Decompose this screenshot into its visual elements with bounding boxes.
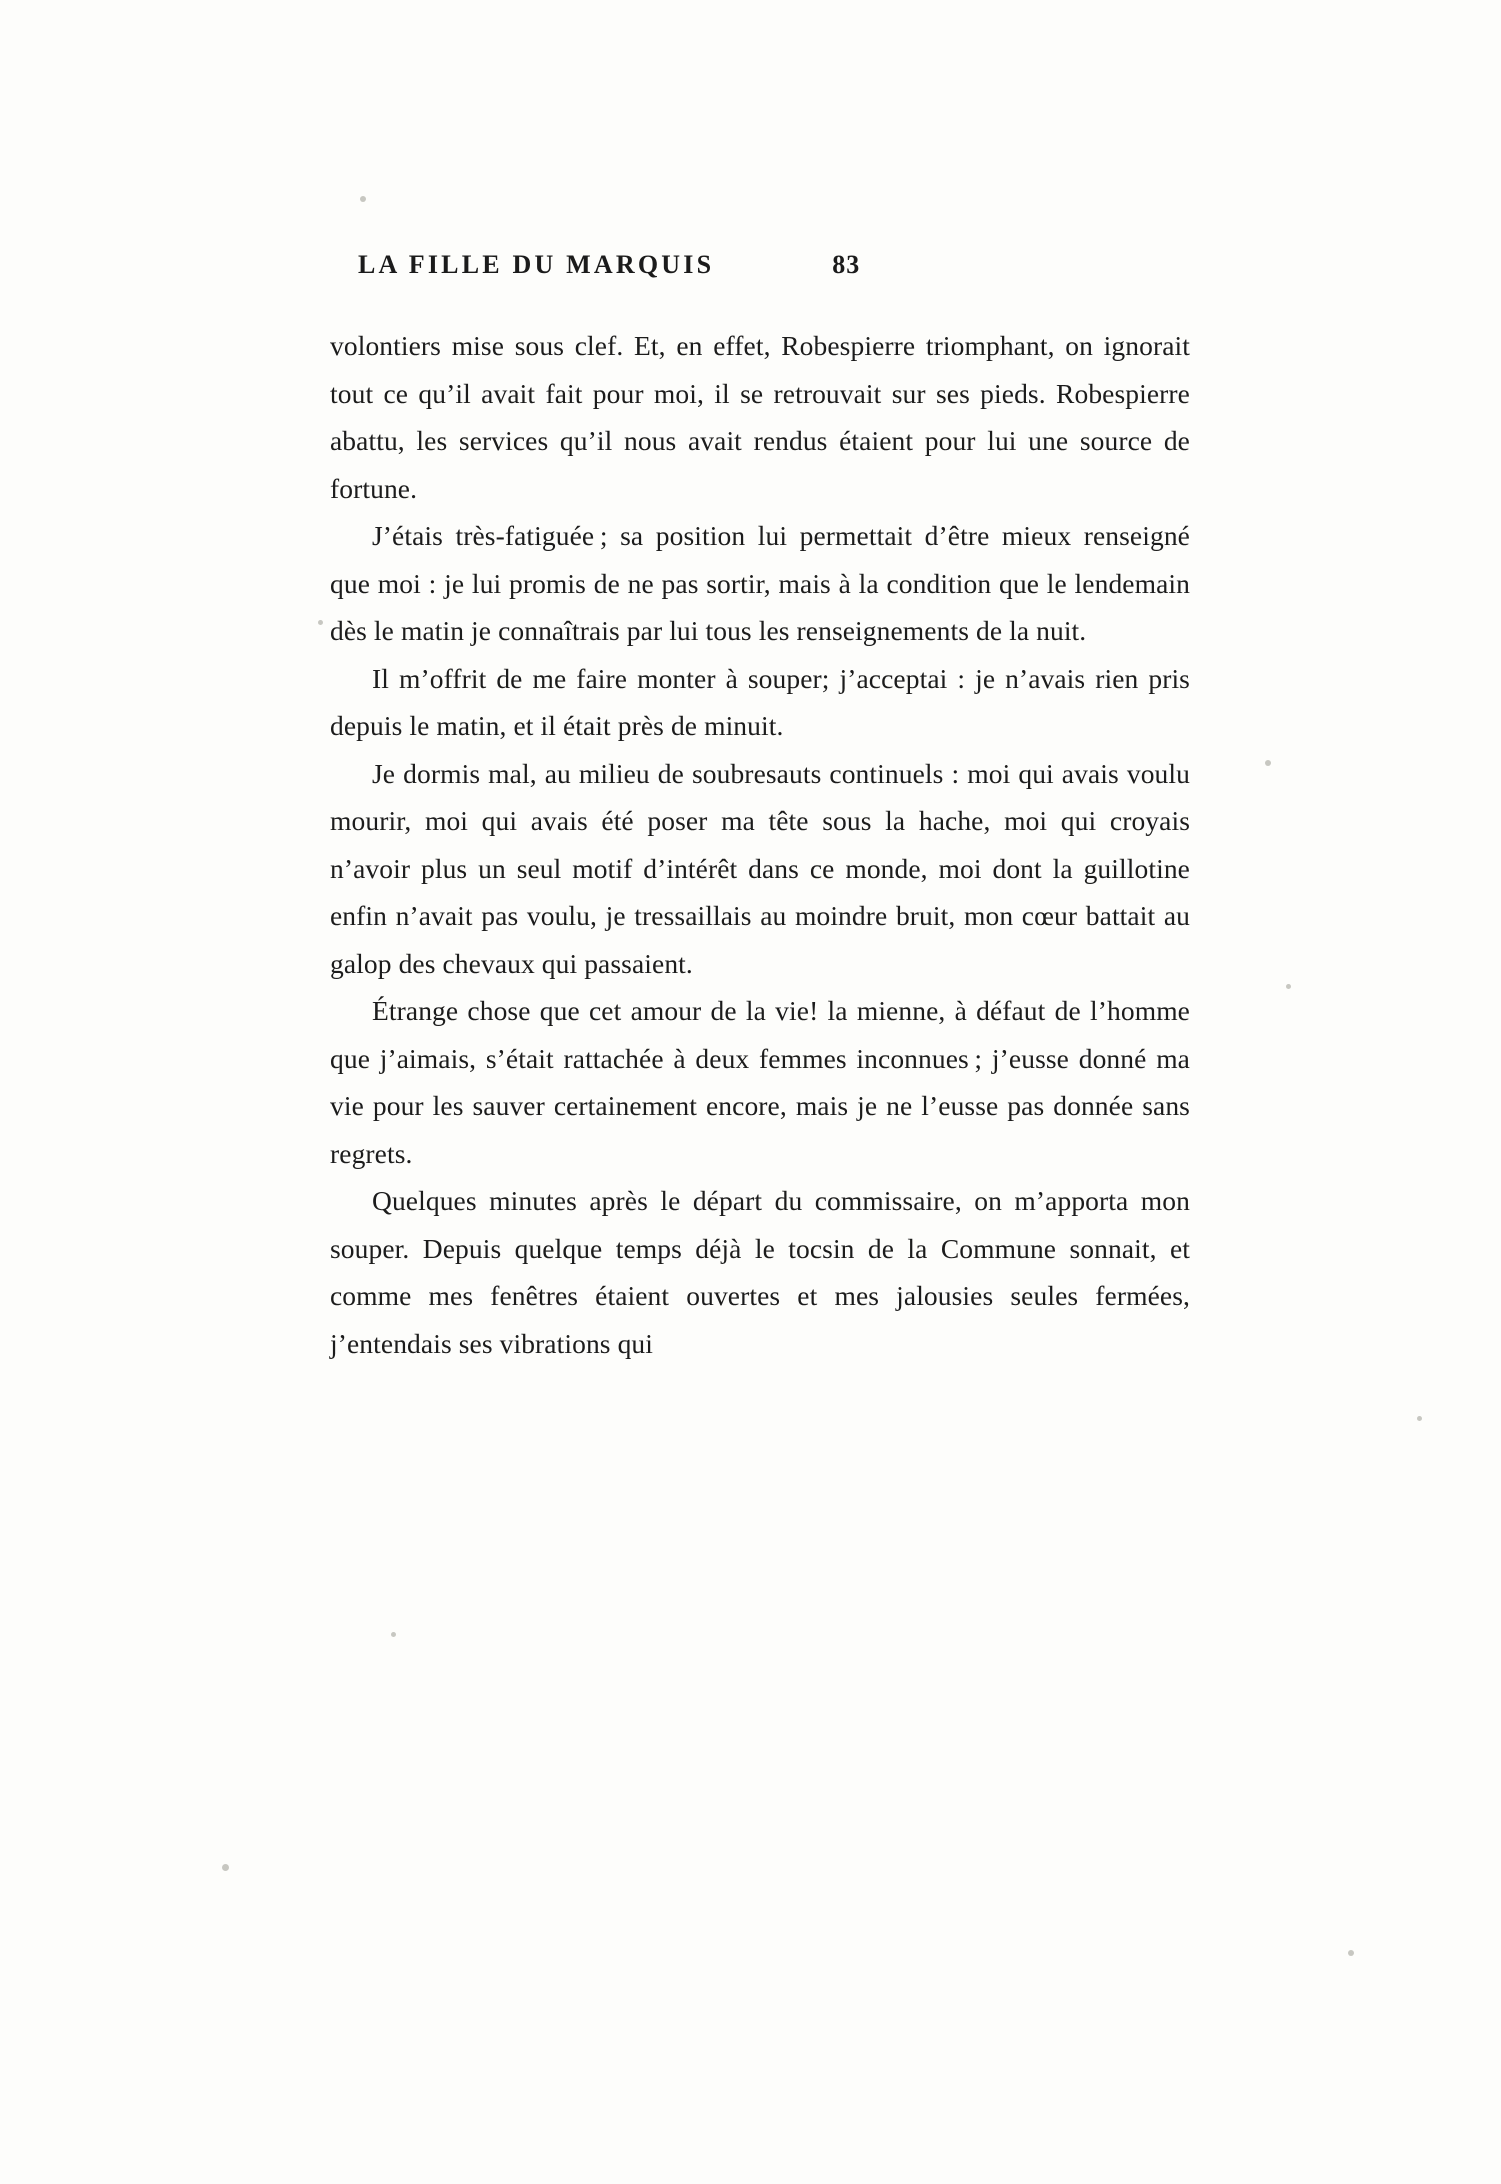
running-head xyxy=(330,250,1190,280)
paragraph: Il m’offrit de me faire monter à souper; j’acceptai : je n’avais rien pris depuis le matin, et il était près de minuit. xyxy=(330,662,1190,741)
page-speck xyxy=(222,1864,229,1871)
page-number: 83 xyxy=(832,250,861,279)
page-speck xyxy=(391,1632,396,1637)
page-speck xyxy=(1286,984,1291,989)
text-block xyxy=(330,250,1190,1367)
page-speck xyxy=(1265,760,1271,766)
paragraph: Étrange chose que cet amour de la vie! la mienne, à défaut de l’homme que j’aimais, s’était rattachée à deux femmes inconnues ; j’eusse donné ma vie pour les sauver certainement encore, mais je ne l’eusse pas donnée sans regrets. xyxy=(330,995,1190,1169)
page-speck xyxy=(360,196,366,202)
paragraph: Quelques minutes après le départ du commissaire, on m’apporta mon souper. Depuis quelque temps déjà le tocsin de la Commune sonnait, et comme mes fenêtres étaient ouvertes et mes jalousies seules fermées, j’entendais ses vibrations qui xyxy=(330,1185,1190,1359)
running-head-title: LA FILLE DU MARQUIS xyxy=(358,250,715,279)
paragraph: J’étais très-fatiguée ; sa position lui permettait d’être mieux renseigné que moi : je lui promis de ne pas sortir, mais à la condition que le lendemain dès le matin je connaîtrais par lui tous les renseignements de la nuit. xyxy=(330,520,1190,646)
paragraph: Je dormis mal, au milieu de soubresauts continuels : moi qui avais voulu mourir, moi qui avais été poser ma tête sous la hache, moi qui croyais n’avoir plus un seul motif d’intérêt dans ce monde, moi dont la guillotine enfin n’avait pas voulu, je tressaillais au moindre bruit, mon cœur battait au galop des chevaux qui passaient. xyxy=(330,757,1190,979)
body-text xyxy=(330,322,1190,1367)
page-speck xyxy=(1417,1416,1422,1421)
paragraph: volontiers mise sous clef. Et, en effet, Robespierre triomphant, on ignorait tout ce qu’il avait fait pour moi, il se retrouvait sur ses pieds. Robespierre abattu, les services qu’il nous avait rendus étaient pour lui une source de fortune. xyxy=(330,330,1190,504)
page-speck xyxy=(1348,1950,1354,1956)
page-speck xyxy=(318,620,323,625)
